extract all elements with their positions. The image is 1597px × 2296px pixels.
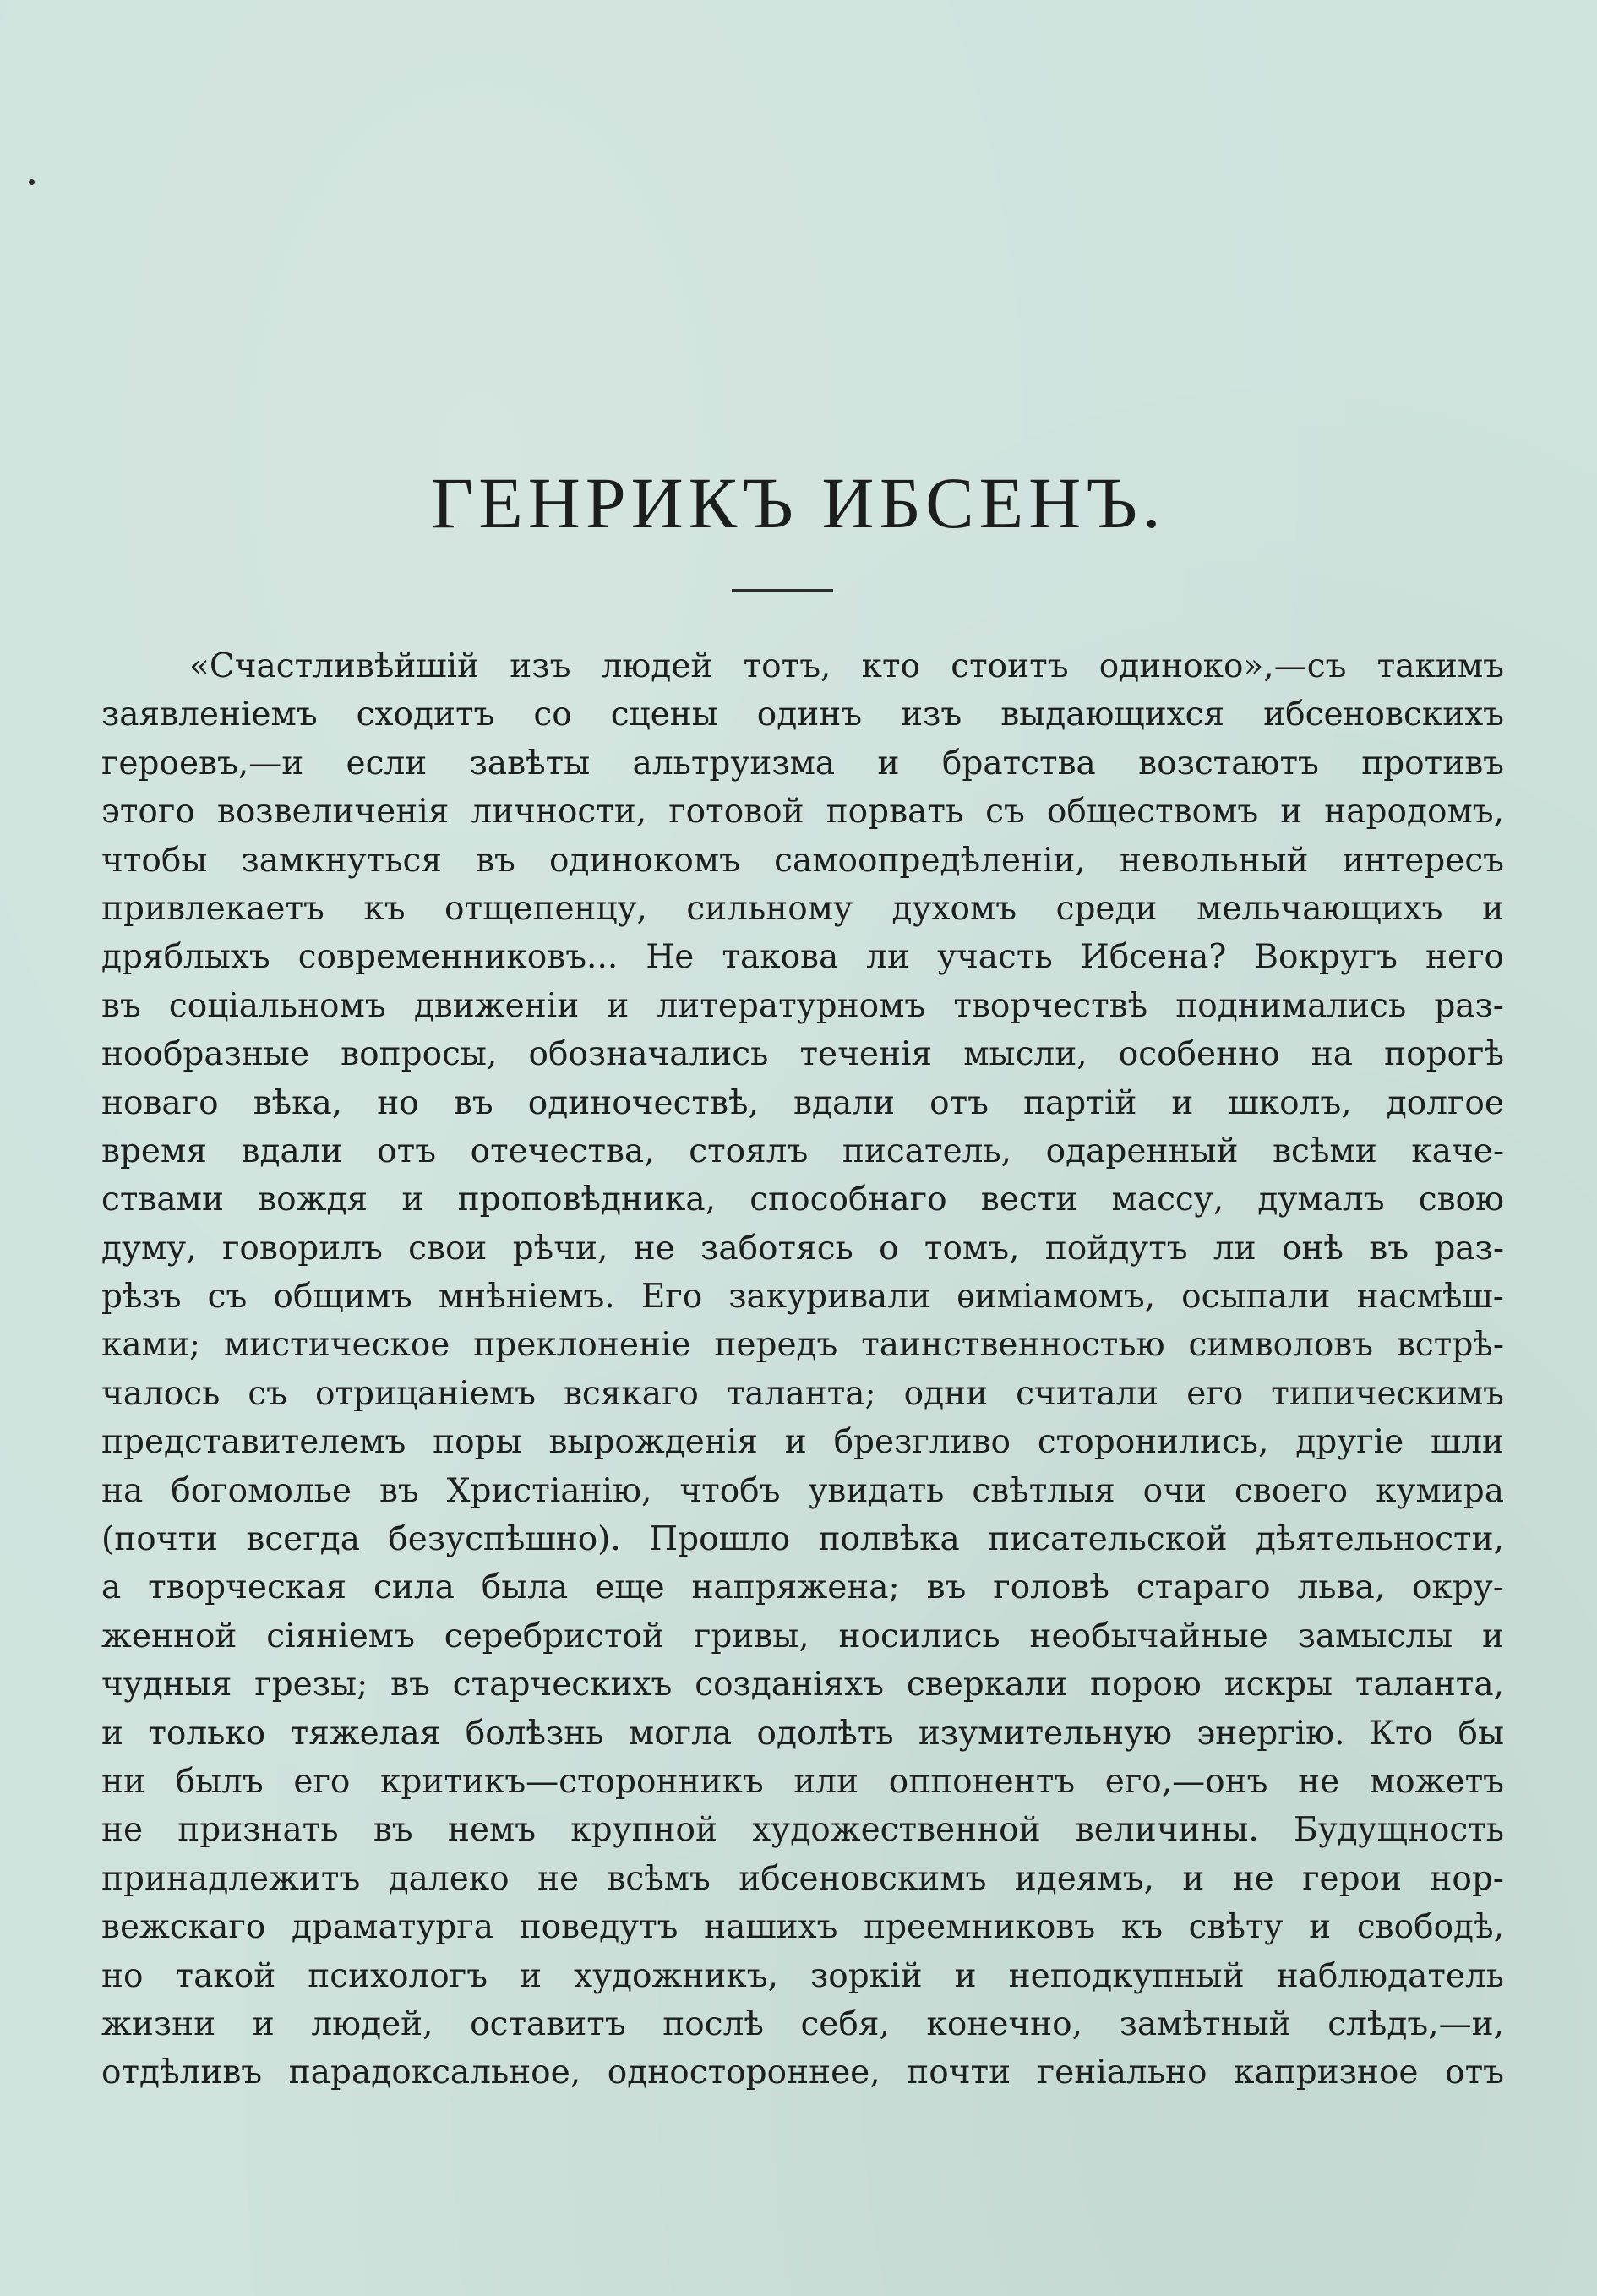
text-line: новаго вѣка, но въ одиночествѣ, вдали отъ партій и школъ, долгое [101,1083,1504,1122]
text-line: думу, говорилъ свои рѣчи, не заботясь о томъ, пойдутъ ли онѣ въ раз- [101,1229,1504,1268]
text-line: чтобы замкнуться въ одинокомъ самоопредѣленіи, невольный интересъ [101,841,1504,880]
body-paragraph [101,642,1504,2097]
text-line: въ соціальномъ движеніи и литературномъ творчествѣ поднимались раз- [101,986,1504,1025]
text-line: дряблыхъ современниковъ... Не такова ли участь Ибсена? Вокругъ него [101,938,1504,977]
text-line: представителемъ поры вырожденія и брезгливо сторонились, другіе шли [101,1423,1504,1462]
text-line: нообразные вопросы, обозначались теченія мысли, особенно на порогѣ [101,1035,1504,1074]
ink-speck [29,179,35,185]
text-line: заявленіемъ сходитъ со сцены одинъ изъ выдающихся ибсеновскихъ [101,695,1504,734]
text-line: ствами вождя и проповѣдника, способнаго вести массу, думалъ свою [101,1181,1504,1219]
text-line: принадлежитъ далеко не всѣмъ ибсеновскимъ идеямъ, и не герои нор- [101,1859,1504,1898]
text-line: и только тяжелая болѣзнь могла одолѣть изумительную энергію. Кто бы [101,1714,1504,1753]
text-line: привлекаетъ къ отщепенцу, сильному духомъ среди мельчающихъ и [101,889,1504,928]
text-line: рѣзъ съ общимъ мнѣніемъ. Его закуривали ѳиміамомъ, осыпали насмѣш- [101,1278,1504,1317]
text-line: время вдали отъ отечества, стоялъ писатель, одаренный всѣми каче- [101,1132,1504,1170]
text-line: чудныя грезы; въ старческихъ созданіяхъ сверкали порою искры таланта, [101,1666,1504,1704]
text-line: жизни и людей, оставитъ послѣ себя, конечно, замѣтный слѣдъ,—и, [101,2004,1504,2043]
text-line: отдѣливъ парадоксальное, одностороннее, почти геніально капризное отъ [101,2053,1504,2092]
text-line: а творческая сила была еще напряжена; въ головѣ стараго льва, окру- [101,1568,1504,1607]
text-line: на богомолье въ Христіанію, чтобъ увидать свѣтлыя очи своего кумира [101,1471,1504,1510]
text-line: этого возвеличенія личности, готовой порвать съ обществомъ и народомъ, [101,793,1504,832]
text-line: ни былъ его критикъ—сторонникъ или оппонентъ его,—онъ не можетъ [101,1762,1504,1801]
text-line: (почти всегда безуспѣшно). Прошло полвѣка писательской дѣятельности, [101,1520,1504,1559]
text-line: ками; мистическое преклоненіе передъ таинственностью символовъ встрѣ- [101,1326,1504,1365]
text-line: вежскаго драматурга поведутъ нашихъ преемниковъ къ свѣту и свободѣ, [101,1908,1504,1947]
text-line: но такой психологъ и художникъ, зоркій и неподкупный наблюдатель [101,1956,1504,1995]
text-line: чалось съ отрицаніемъ всякаго таланта; одни считали его типическимъ [101,1374,1504,1413]
text-line: «Счастливѣйшій изъ людей тотъ, кто стоитъ одиноко»,—съ такимъ [189,647,1504,685]
page-title: ГЕНРИКЪ ИБСЕНЪ. [431,462,1166,543]
text-line: героевъ,—и если завѣты альтруизма и братства возстаютъ противъ [101,744,1504,783]
text-line: не признать въ немъ крупной художественной величины. Будущность [101,1811,1504,1850]
text-line: женной сіяніемъ серебристой гривы, носились необычайные замыслы и [101,1617,1504,1655]
title-divider [732,589,833,592]
